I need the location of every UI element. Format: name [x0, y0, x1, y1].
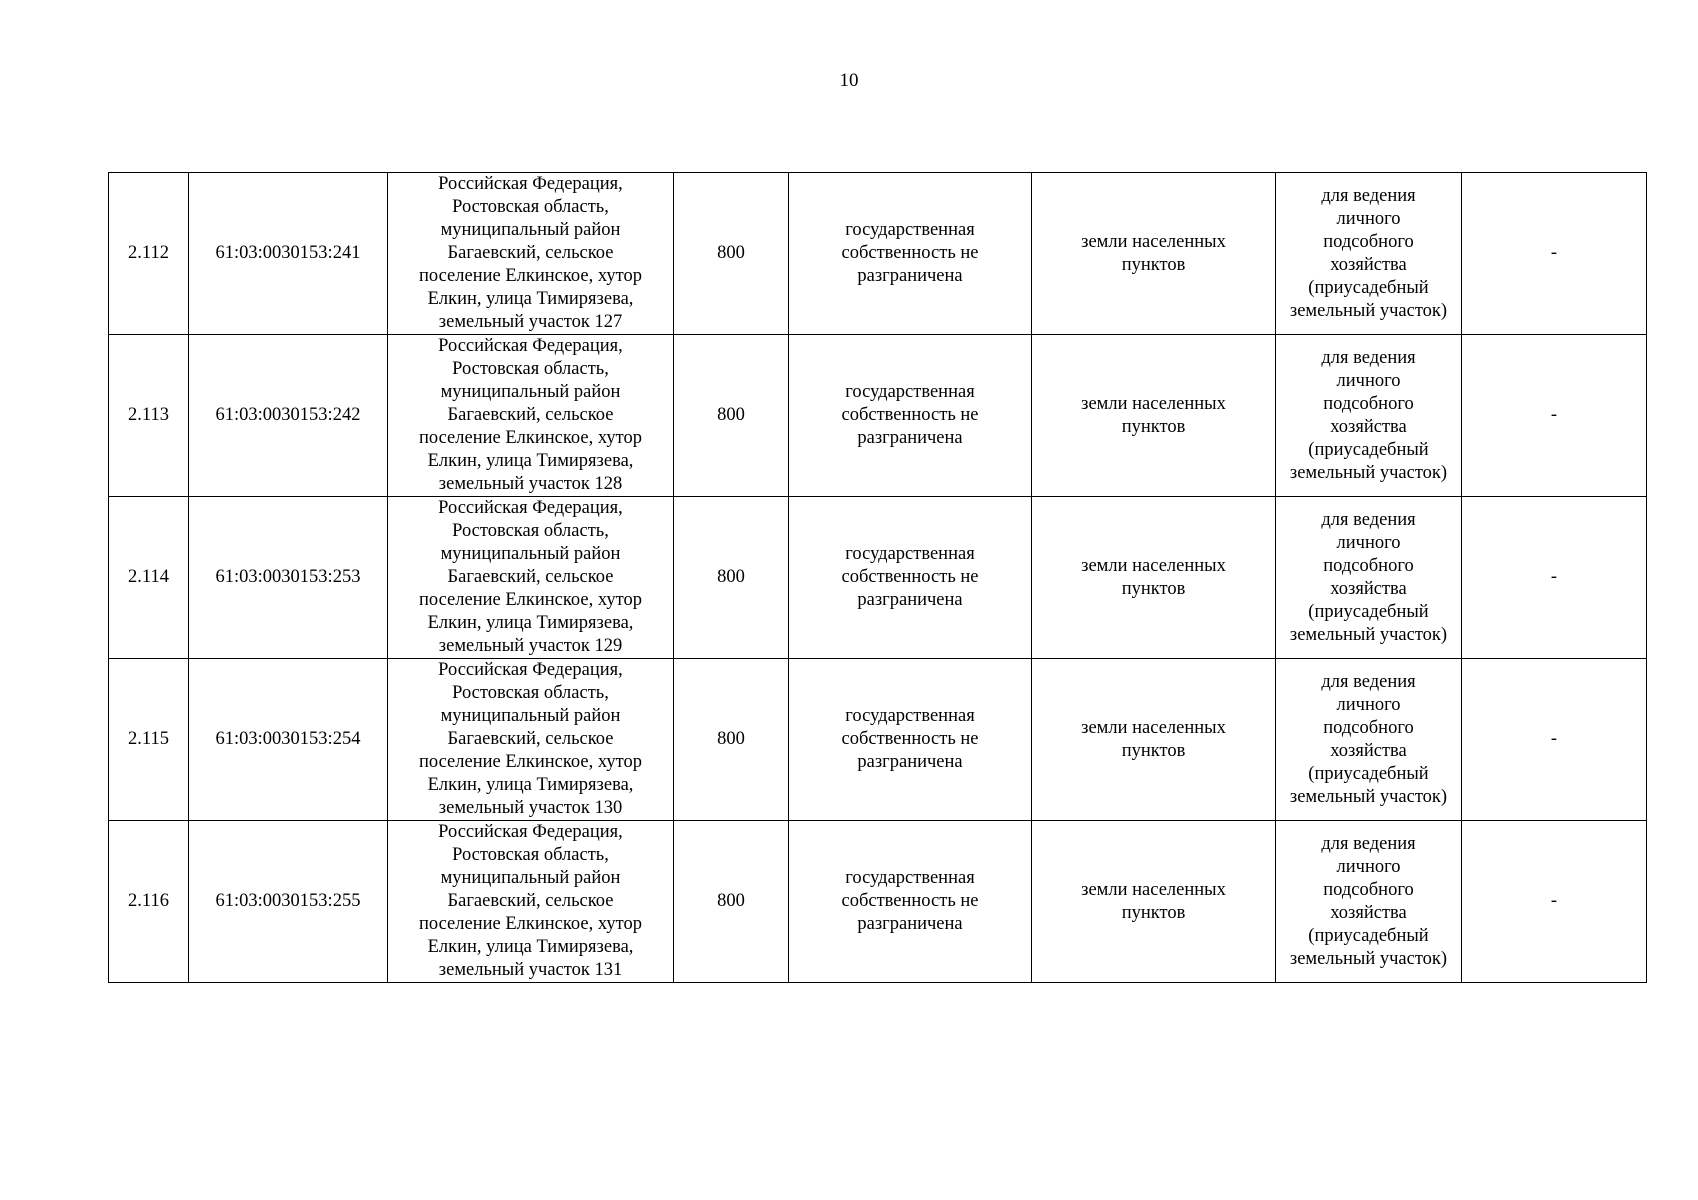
note-cell: - [1462, 821, 1647, 983]
ownership-cell: государственная собственность не разграничена [789, 173, 1032, 335]
ownership-cell: государственная собственность не разграничена [789, 659, 1032, 821]
permitted-use-cell: для ведения личного подсобного хозяйства (приусадебный земельный участок) [1276, 497, 1462, 659]
land-category-cell: земли населенных пунктов [1032, 173, 1276, 335]
cadastral-number: 61:03:0030153:254 [189, 659, 388, 821]
land-plots-table [108, 172, 1647, 983]
permitted-use-cell: для ведения личного подсобного хозяйства (приусадебный земельный участок) [1276, 659, 1462, 821]
row-index: 2.114 [109, 497, 189, 659]
area-cell: 800 [674, 335, 789, 497]
note-cell: - [1462, 659, 1647, 821]
ownership-cell: государственная собственность не разграничена [789, 335, 1032, 497]
address-cell: Российская Федерация, Ростовская область, муниципальный район Багаевский, сельское поселение Елкинское, хутор Елкин, улица Тимирязева, земельный участок 130 [388, 659, 674, 821]
table-row [109, 821, 1647, 983]
land-category-cell: земли населенных пунктов [1032, 497, 1276, 659]
area-cell: 800 [674, 659, 789, 821]
permitted-use-cell: для ведения личного подсобного хозяйства (приусадебный земельный участок) [1276, 173, 1462, 335]
row-index: 2.116 [109, 821, 189, 983]
note-cell: - [1462, 173, 1647, 335]
address-cell: Российская Федерация, Ростовская область, муниципальный район Багаевский, сельское поселение Елкинское, хутор Елкин, улица Тимирязева, земельный участок 128 [388, 335, 674, 497]
table-row [109, 497, 1647, 659]
cadastral-number: 61:03:0030153:242 [189, 335, 388, 497]
permitted-use-cell: для ведения личного подсобного хозяйства (приусадебный земельный участок) [1276, 821, 1462, 983]
cadastral-number: 61:03:0030153:241 [189, 173, 388, 335]
land-category-cell: земли населенных пунктов [1032, 659, 1276, 821]
ownership-cell: государственная собственность не разграничена [789, 821, 1032, 983]
area-cell: 800 [674, 173, 789, 335]
table-row [109, 173, 1647, 335]
note-cell: - [1462, 497, 1647, 659]
land-category-cell: земли населенных пунктов [1032, 335, 1276, 497]
land-category-cell: земли населенных пунктов [1032, 821, 1276, 983]
page-number: 10 [839, 70, 859, 91]
address-cell: Российская Федерация, Ростовская область, муниципальный район Багаевский, сельское поселение Елкинское, хутор Елкин, улица Тимирязева, земельный участок 131 [388, 821, 674, 983]
permitted-use-cell: для ведения личного подсобного хозяйства (приусадебный земельный участок) [1276, 335, 1462, 497]
area-cell: 800 [674, 821, 789, 983]
row-index: 2.112 [109, 173, 189, 335]
row-index: 2.113 [109, 335, 189, 497]
row-index: 2.115 [109, 659, 189, 821]
cadastral-number: 61:03:0030153:253 [189, 497, 388, 659]
cadastral-number: 61:03:0030153:255 [189, 821, 388, 983]
note-cell: - [1462, 335, 1647, 497]
area-cell: 800 [674, 497, 789, 659]
table-row [109, 659, 1647, 821]
address-cell: Российская Федерация, Ростовская область, муниципальный район Багаевский, сельское поселение Елкинское, хутор Елкин, улица Тимирязева, земельный участок 127 [388, 173, 674, 335]
ownership-cell: государственная собственность не разграничена [789, 497, 1032, 659]
table-row [109, 335, 1647, 497]
address-cell: Российская Федерация, Ростовская область, муниципальный район Багаевский, сельское поселение Елкинское, хутор Елкин, улица Тимирязева, земельный участок 129 [388, 497, 674, 659]
